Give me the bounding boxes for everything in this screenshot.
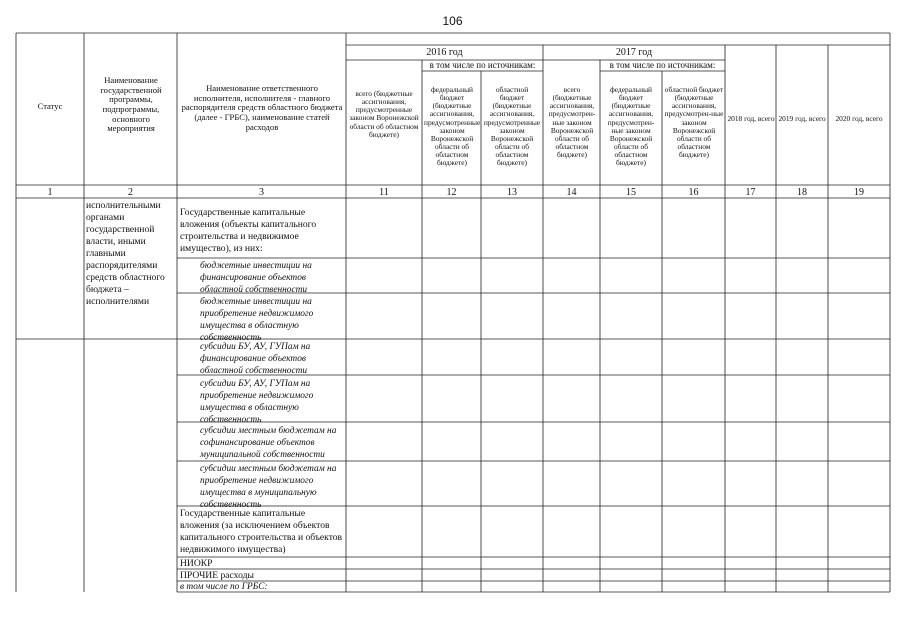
row-other-expenses: ПРОЧИЕ расходы [180,570,254,581]
row-niokr: НИОКР [180,558,213,569]
row-subsidies-local-cofinancing: субсидии местным бюджетам на софинансирование объектов муниципальной собственности [200,426,337,461]
executors-cell: исполнительными органами государственной власти, иными главными распорядителями средств областного бюджета – исполнителями [86,200,165,307]
header-col-11: всего (бюджетные ассигнования, предусмотренные законом Воронежской области об областном бюджете) [349,89,419,139]
colnum-12: 12 [446,187,457,198]
colnum-3: 3 [259,187,264,198]
header-col-17: 2018 год, всего [727,114,775,123]
colnum-2: 2 [128,187,133,198]
row-capital-investments: Государственные капитальные вложения (объекты капитального строительства и недвижимое имущество), из них: [180,207,317,254]
header-year-2017: 2017 год [615,47,653,58]
header-sources-2016: в том числе по источникам: [429,60,536,70]
header-status: Статус [37,101,63,111]
colnum-18: 18 [797,187,807,198]
colnum-1: 1 [47,187,53,198]
header-col-12: федеральный бюджет (бюджетные ассигнования, предусмотренные законом Воронежской области об областном бюджете) [424,85,481,168]
colnum-16: 16 [688,187,699,198]
row-capital-other: Государственные капитальные вложения (за исключением объектов капитального строительства и объектов недвижимого имущества) [180,508,343,555]
row-budget-investments-financing: бюджетные инвестиции на финансирование объектов областной собственности [200,261,312,296]
colnum-13: 13 [507,187,517,198]
colnum-15: 15 [626,187,636,198]
colnum-19: 19 [854,187,864,198]
row-subsidies-local-acquisition: субсидии местным бюджетам на приобретение недвижимого имущества в муниципальную собственность [200,464,337,511]
colnum-14: 14 [566,187,577,198]
colnum-11: 11 [379,187,389,198]
row-by-grbs: в том числе по ГРБС: [180,582,268,592]
row-subsidies-bu-financing: субсидии БУ, АУ, ГУПам на финансирование объектов областной собственности [200,342,311,377]
header-executor-name: Наименование ответственного исполнителя, исполнителя - главного распорядителя средств областного бюджета (далее - ГРБС), наименование статей расходов [181,83,343,132]
row-budget-investments-acquisition: бюджетные инвестиции на приобретение недвижимого имущества в областную собственность [200,297,314,344]
header-col-15: федеральный бюджет (бюджетные ассигнования, предусмотрен-ные законом Воронежской области об областном бюджете) [607,85,655,168]
header-col-13: областной бюджет (бюджетные ассигнования, предусмотренные законом Воронежской области об областном бюджете) [483,85,541,168]
page-number: 106 [442,14,463,28]
header-col-14: всего (бюджетные ассигнования, предусмотрен-ные законом Воронежской области об областном бюджете) [548,85,596,160]
header-col-19: 2020 год, всего [835,114,883,123]
header-year-2016: 2016 год [426,47,463,58]
header-sources-2017: в том числе по источникам: [609,60,716,70]
row-subsidies-bu-acquisition: субсидии БУ, АУ, ГУПам на приобретение недвижимого имущества в областную собственность [200,379,314,426]
header-col-18: 2019 год, всего [778,114,826,123]
colnum-17: 17 [745,187,756,198]
header-program-name: Наименование государственной программы, подпрограммы, основного мероприятия [100,75,162,134]
header-col-16: областной бюджет (бюджетные ассигнования, предусмотрен-ные законом Воронежской области об областном бюджете) [664,85,724,160]
